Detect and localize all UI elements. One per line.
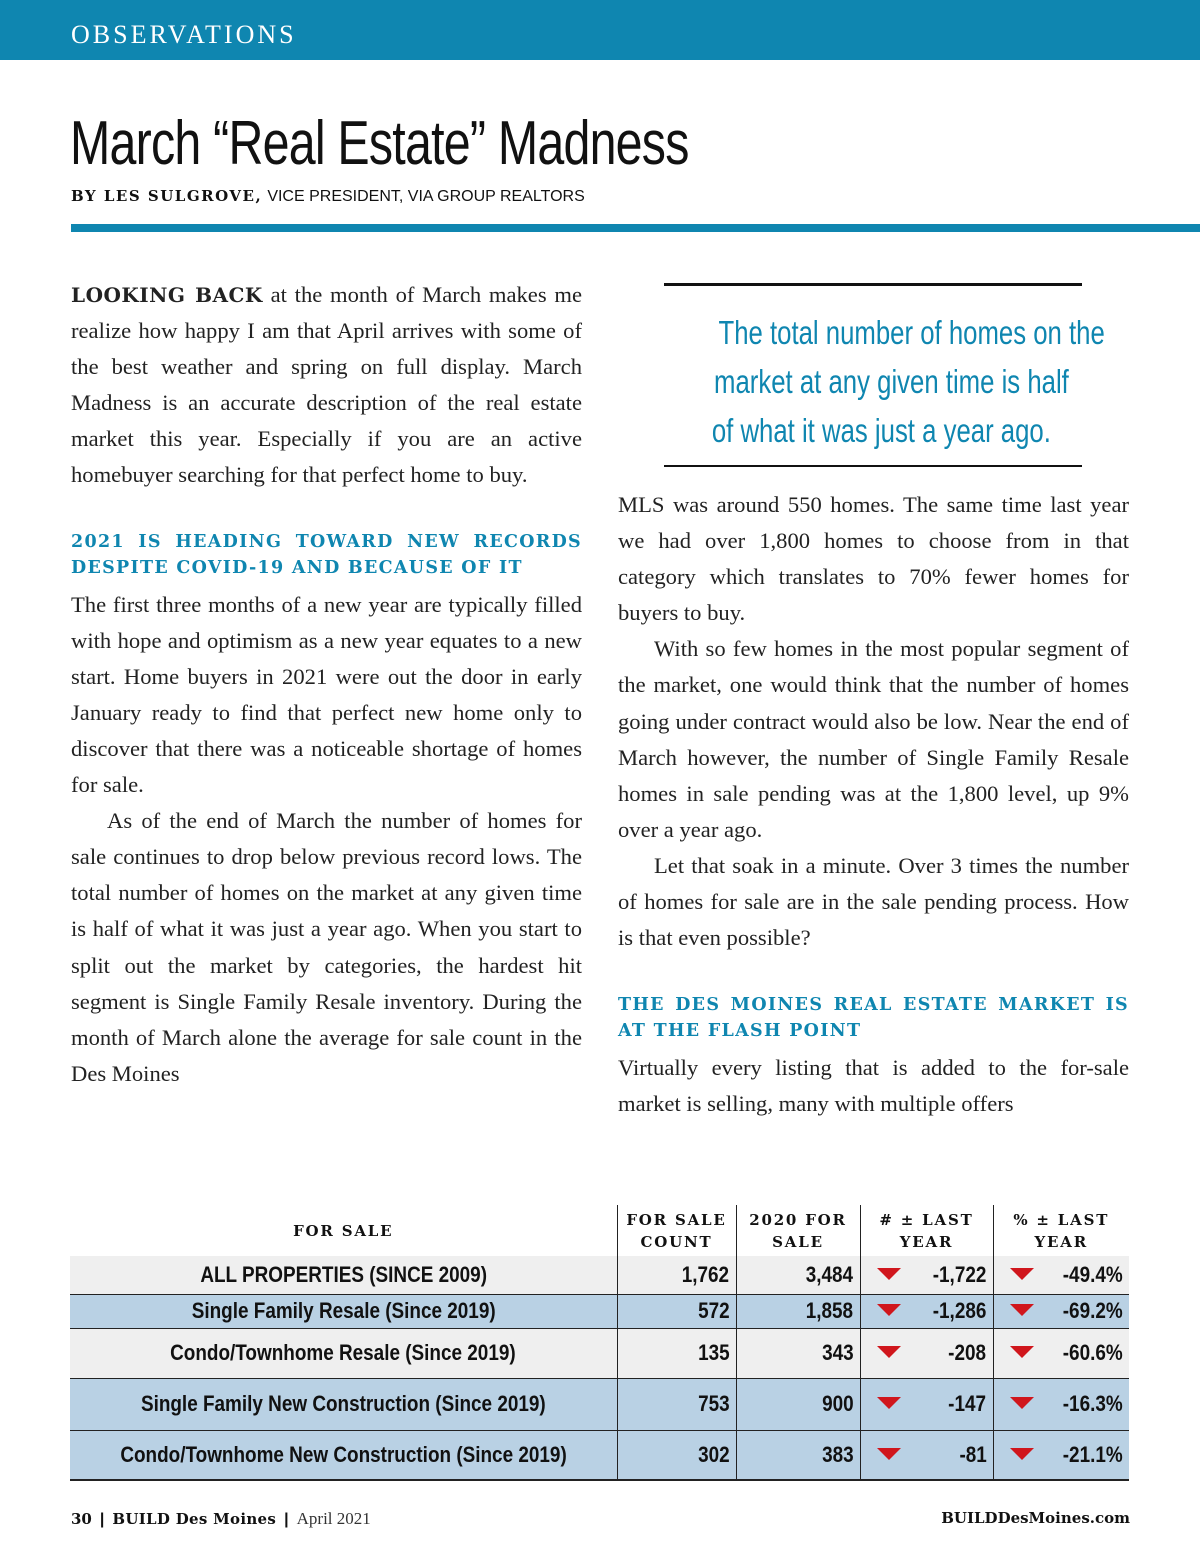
triangle-down-icon bbox=[1010, 1268, 1034, 1280]
prior-cell: 343 bbox=[736, 1328, 860, 1378]
paragraph-mls: MLS was around 550 homes. The same time last year we had over 1,800 homes to choose from in that category which translates to 70% fewer homes for buyers to buy. bbox=[618, 492, 1129, 626]
byline-author: BY LES SULGROVE, bbox=[71, 187, 263, 205]
triangle-down-icon bbox=[1010, 1448, 1034, 1460]
count-cell: 753 bbox=[617, 1378, 736, 1430]
pull-quote-line: The total number of homes on the bbox=[718, 314, 1105, 351]
table-row bbox=[70, 1294, 1129, 1328]
diff-cell: -1,722 bbox=[860, 1256, 993, 1294]
page-number: 30 bbox=[71, 1510, 92, 1528]
pull-quote-line: of what it was just a year ago. bbox=[711, 412, 1051, 449]
row-label: Condo/Townhome Resale (Since 2019) bbox=[70, 1328, 617, 1378]
column-header: FOR SALE bbox=[293, 1221, 394, 1240]
prior-cell: 900 bbox=[736, 1378, 860, 1430]
table-row bbox=[70, 1378, 1129, 1430]
row-label: Condo/Townhome New Construction (Since 2019) bbox=[70, 1430, 617, 1480]
table-row bbox=[70, 1328, 1129, 1378]
paragraph-virtually-every: Virtually every listing that is added to the for-sale market is selling, many with multiple offers bbox=[618, 1055, 1129, 1117]
column-header: 2020 FOR SALE bbox=[736, 1205, 860, 1256]
pull-quote-text bbox=[664, 308, 1105, 455]
paragraph-intro-text: at the month of March makes me realize how happy I am that April arrives with some of the best weather and spring on full display. March Madness is an accurate description of the real estate market this year. Especially if you are an active homebuyer searching for that perfect home to buy. bbox=[71, 282, 582, 488]
title-divider bbox=[71, 224, 1200, 232]
subheading-records: 2021 IS HEADING TOWARD NEW RECORDS DESPITE COVID-19 AND BECAUSE OF IT bbox=[71, 531, 582, 578]
triangle-down-icon bbox=[877, 1268, 901, 1280]
byline bbox=[71, 186, 585, 206]
diff-cell: -147 bbox=[860, 1378, 993, 1430]
article-column-left bbox=[71, 277, 582, 1092]
table-header-row bbox=[70, 1205, 1129, 1256]
triangle-down-icon bbox=[1010, 1346, 1034, 1358]
pull-quote-line: market at any given time is half bbox=[714, 363, 1069, 400]
row-label: Single Family New Construction (Since 2019) bbox=[70, 1378, 617, 1430]
count-cell: 572 bbox=[617, 1294, 736, 1328]
paragraph-under-contract: With so few homes in the most popular segment of the market, one would think that the number of homes going under contract would also be low. Near the end of March however, the number of Single Family Resale homes in sale pending was at the 1,800 level, up 9% over a year ago. bbox=[618, 636, 1129, 842]
triangle-down-icon bbox=[877, 1448, 901, 1460]
section-header-bar bbox=[0, 0, 1200, 60]
publication-name: BUILD Des Moines bbox=[112, 1510, 277, 1528]
triangle-down-icon bbox=[877, 1346, 901, 1358]
issue-date: April 2021 bbox=[296, 1509, 371, 1528]
triangle-down-icon bbox=[1010, 1304, 1034, 1316]
triangle-down-icon bbox=[877, 1304, 901, 1316]
footer-separator: | bbox=[284, 1511, 289, 1528]
paragraph-soak-in: Let that soak in a minute. Over 3 times the number of homes for sale are in the sale pending process. How is that even possible? bbox=[618, 852, 1129, 951]
article-column-right bbox=[618, 487, 1129, 1122]
for-sale-table bbox=[70, 1205, 1129, 1481]
row-label: Single Family Resale (Since 2019) bbox=[70, 1294, 617, 1328]
diff-cell: -208 bbox=[860, 1328, 993, 1378]
paragraph-intro bbox=[71, 277, 582, 494]
article-title: March “Real Estate” Madness bbox=[70, 109, 689, 178]
website-link[interactable]: BUILDDesMoines.com bbox=[941, 1509, 1130, 1527]
count-cell: 302 bbox=[617, 1430, 736, 1480]
pct-cell: -60.6% bbox=[993, 1328, 1129, 1378]
page-footer bbox=[71, 1509, 371, 1529]
section-label: OBSERVATIONS bbox=[71, 20, 297, 49]
prior-cell: 383 bbox=[736, 1430, 860, 1480]
pct-cell: -69.2% bbox=[993, 1294, 1129, 1328]
column-header: FOR SALE COUNT bbox=[617, 1205, 736, 1256]
diff-cell: -1,286 bbox=[860, 1294, 993, 1328]
table-row bbox=[70, 1430, 1129, 1480]
footer-separator: | bbox=[99, 1511, 105, 1528]
prior-cell: 1,858 bbox=[736, 1294, 860, 1328]
lead-in: LOOKING BACK bbox=[71, 283, 263, 307]
count-cell: 1,762 bbox=[617, 1256, 736, 1294]
paragraph-end-of-march: As of the end of March the number of homes for sale continues to drop below previous record lows. The total number of homes on the market at any given time is half of what it was just a year ago. When you start to split out the market by categories, the hardest hit segment is Single Family Resale inventory. During the month of March alone the average for sale count in the Des Moines bbox=[71, 808, 582, 1086]
paragraph-first-months: The first three months of a new year are typically filled with hope and optimism as a new year equates to a new start. Home buyers in 2021 were out the door in early January ready to find that perfect new home only to discover that there was a noticeable shortage of homes for sale. bbox=[71, 591, 582, 798]
subheading-flash-point: THE DES MOINES REAL ESTATE MARKET IS AT THE FLASH POINT bbox=[618, 995, 1129, 1042]
pct-cell: -16.3% bbox=[993, 1378, 1129, 1430]
column-header: # ± LAST YEAR bbox=[860, 1205, 993, 1256]
prior-cell: 3,484 bbox=[736, 1256, 860, 1294]
table-row bbox=[70, 1256, 1129, 1294]
diff-cell: -81 bbox=[860, 1430, 993, 1480]
count-cell: 135 bbox=[617, 1328, 736, 1378]
row-label: ALL PROPERTIES (SINCE 2009) bbox=[70, 1256, 617, 1294]
pull-quote bbox=[664, 283, 1105, 467]
pct-cell: -49.4% bbox=[993, 1256, 1129, 1294]
triangle-down-icon bbox=[877, 1397, 901, 1409]
column-header: % ± LAST YEAR bbox=[993, 1205, 1129, 1256]
pct-cell: -21.1% bbox=[993, 1430, 1129, 1480]
triangle-down-icon bbox=[1010, 1397, 1034, 1409]
byline-role: VICE PRESIDENT, VIA GROUP REALTORS bbox=[267, 188, 585, 205]
